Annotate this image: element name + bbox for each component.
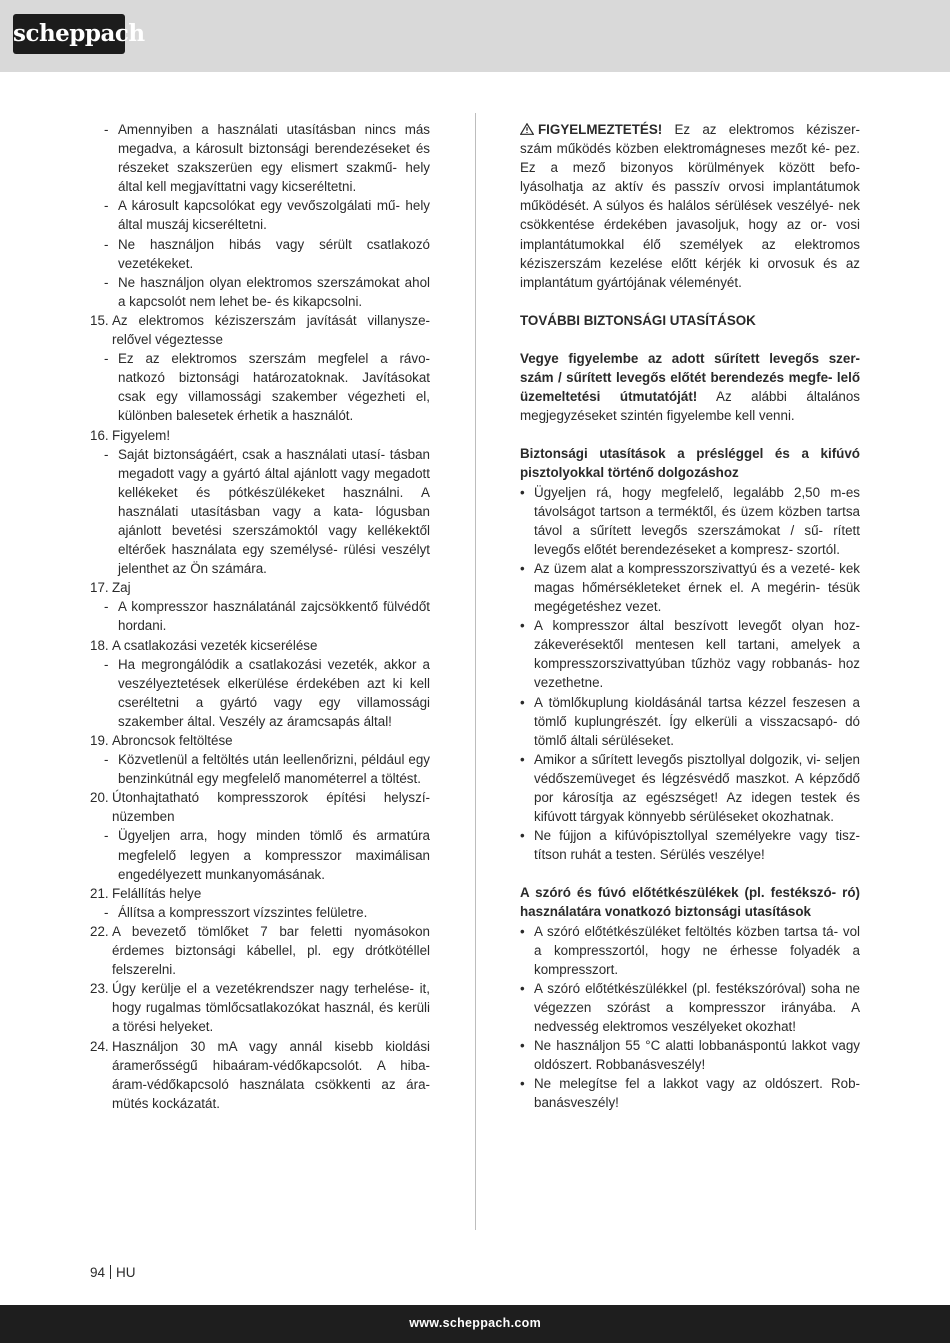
item-text: Amikor a sűrített levegős pisztollyal dolgozik, vi- seljen védőszemüveget és légzésvédő maszkot. A képződő por károsítja az egészséget! Az idegen testek és kifúvott tárgyak könnyebb sérüléseket okozhatnak. [534,751,860,825]
spacer [520,330,860,349]
item-marker: - [104,446,109,462]
numbered-item [90,311,430,349]
numbered-item [90,1037,430,1113]
item-text: Felállítás helye [112,885,202,901]
spacer [520,864,860,883]
numbered-item [90,922,430,979]
item-text: A károsult kapcsolókat egy vevőszolgálati mű- hely által muszáj kicseréltetni. [118,198,430,233]
item-number: 21. [90,885,109,901]
item-marker: - [104,274,109,290]
item-number: 17. [90,580,109,596]
bullet-item [520,979,860,1036]
item-text: Ne használjon 55 °C alatti lobbanáspontú lakkot vagy oldószert. Robbanásveszély! [534,1038,860,1073]
item-marker: • [520,618,525,634]
item-text: A bevezető tömlőket 7 bar feletti nyomásokon érdemes biztonsági kábellel, pl. egy drótkötéllel felszerelni. [112,923,430,978]
item-marker: - [104,599,109,615]
bullet-item [520,559,860,616]
item-text: Figyelem! [112,427,171,443]
warning-paragraph [520,120,860,292]
item-text: Ügyeljen rá, hogy megfelelő, legalább 2,50 m-es távolságot tartson a terméktől, és üzem közben tartsa távol a sűrített levegős szerszámokat / sű- rített levegős előtét berendezéseket a kompresz- szortól. [534,484,860,557]
header-bar [0,0,950,72]
item-marker: • [520,828,525,844]
item-text: A szóró előtétkészüléket feltöltés közben tartsa tá- vol a kompresszortól, hogy ne érhesse folyadék a kompresszort. [534,923,860,977]
section-heading: A szóró és fúvó előtétkészülékek (pl. festékszó- ró) használatára vonatkozó biztonsági utasítások [520,885,860,920]
item-text: Ha megrongálódik a csatlakozási vezeték, akkor a veszélyeztetések elkerülése érdekében azt ki kell cseréltetni a gyártó vagy egy villamossági szakember által. Veszély az áramcsapás által! [118,656,430,729]
section-heading: Biztonsági utasítások a présléggel és a kifúvó pisztolyokkal történő dolgozáshoz [520,446,860,481]
numbered-item [90,731,430,750]
item-marker: • [520,694,525,710]
dash-item [90,235,430,273]
dash-item [90,597,430,635]
warning-triangle-icon [520,123,534,135]
item-marker: • [520,751,525,767]
item-text: Úgy kerülje el a vezetékrendszer nagy terhelése- it, hogy rugalmas tömlőcsatlakozókat használ, és kerüli a törési helyeket. [112,981,430,1035]
numbered-item [90,788,430,826]
dash-item [90,120,430,196]
dash-item [90,655,430,731]
footer-separator [110,1265,111,1279]
item-marker: • [520,560,525,576]
dash-item [90,349,430,425]
bullet-item [520,750,860,826]
item-marker: - [104,828,109,844]
dash-item [90,196,430,234]
item-marker: - [104,122,109,137]
item-text: A kompresszor által beszívott levegőt olyan hoz- zákeverésektől mentesen kell tartani, amelyek a kompresszorszivattyúban tűzhöz vagy robbanás- hoz vezethetne. [534,618,860,691]
website-link[interactable]: www.scheppach.com [409,1316,541,1330]
item-marker: • [520,484,525,500]
item-marker: - [104,351,109,367]
column-divider [475,113,476,1230]
item-marker: - [104,198,109,214]
footer-bar [0,1305,950,1343]
item-marker: • [520,1076,525,1092]
page-number: 94 [90,1265,106,1280]
item-text: Az elektromos kéziszerszám javítását villanysze- relővel végeztesse [112,312,430,348]
item-text: A tömlőkuplung kioldásánál tartsa kézzel feszesen a tömlő kuplungrészét. Így elkerüli a visszacsapó- dó tömlő általi sérüléseket. [534,694,860,748]
bullet-item [520,483,860,559]
item-text: A szóró előtétkészülékkel (pl. festékszóróval) soha ne végezzen szórást a kompresszor irányába. A nedvesség elektromos veszélyeket okozhat! [534,980,860,1035]
item-text: Ez az elektromos szerszám megfelel a rávo- natkozó biztonsági határozatoknak. Javításokat csak egy villamossági szakember végezheti el, különben balesetek érhetik a használót. [118,351,430,424]
warning-label: FIGYELMEZTETÉS! [538,122,663,137]
item-text: Amennyiben a használati utasításban nincs más megadva, a károsult biztonsági berendezéseket és részeket szakszerüen egy elismert szakmű- hely által kell megjavíttatni vagy kicseréltetni. [118,122,430,195]
dash-item [90,826,430,883]
item-text: A csatlakozási vezeték kicserélése [112,637,318,653]
item-text: Ne fújjon a kifúvópisztollyal személyekre vagy tisz- títson ruhát a testen. Sérülés veszélye! [534,828,860,863]
paragraph-text: Az alábbi általános megjegyzéseket szintén figyelembe kell venni. [520,389,861,424]
item-text: Közvetlenül a feltöltés után leellenőrizni, például egy benzinkútnál egy megfelelő manométerrel a töltést. [118,752,430,787]
bullet-item [520,616,860,692]
item-number: 22. [90,923,109,939]
item-marker: - [104,236,109,252]
bullet-item [520,922,860,979]
item-number: 20. [90,790,109,806]
item-text: A kompresszor használatánál zajcsökkentő fülvédőt hordani. [118,599,430,634]
item-number: 23. [90,981,109,997]
item-marker: • [520,1038,525,1054]
section-heading: TOVÁBBI BIZTONSÁGI UTASÍTÁSOK [520,312,756,328]
item-text: Állítsa a kompresszort vízszintes felületre. [118,904,368,920]
item-marker: • [520,923,525,939]
item-marker: - [104,752,109,768]
item-text: Használjon 30 mA vagy annál kisebb kioldási áramerősségű hibaáram-védőkapcsolót. A hiba- áram-védőkapcsoló használata csökkenti az ára- mütés kockázatát. [112,1038,430,1111]
item-number: 18. [90,637,109,653]
numbered-item [90,426,430,445]
page-footer [90,1265,136,1280]
numbered-item [90,884,430,903]
item-text: Az üzem alat a kompresszorszivattyú és a vezeté- kek magas hőmérsékleteket érnek el. A megérin- tésük megégetéshez vezet. [534,560,860,615]
dash-item [90,445,430,579]
item-number: 24. [90,1038,109,1054]
item-text: Útonhajtatható kompresszorok építési helyszí- nüzemben [112,790,430,825]
note-paragraph [520,349,860,425]
numbered-item [90,979,430,1036]
note-bold-text: Vegye figyelembe az adott sűrített levegős szer- szám / sűrített levegős előtét berendezés megfe- lelő üzemeltetési útmutatóját! [520,350,860,405]
item-number: 19. [90,733,109,748]
item-text: Zaj [112,580,131,596]
item-number: 16. [90,427,109,443]
right-column [520,120,860,1113]
item-number: 15. [90,312,109,328]
dash-item [90,273,430,311]
bullet-item [520,1036,860,1074]
item-marker: • [520,980,525,996]
item-text: Ne melegítse fel a lakkot vagy az oldószert. Rob- banásveszély! [534,1076,860,1111]
dash-item [90,750,430,788]
item-text: Ügyeljen arra, hogy minden tömlő és armatúra megfelelő legyen a kompresszor maximálisan engedélyezett munkanyomásának. [118,828,430,882]
language-code: HU [116,1265,136,1280]
spacer [520,292,860,311]
bullet-item [520,693,860,750]
left-column [90,120,430,1113]
paragraph-text: Ez az elektromos kéziszer- szám működés közben elektromágneses mezőt ké- pez. Ez a mező bizonyos körülmények között befo- lyásolhatja az aktív és passzív orvosi implantátumok működését. A súlyos és halálos sérülések veszélyé- nek csökkentése érdekében javasoljuk, hogy az or- vosi implantátumokkal élő személyek az elektromos kéziszerszám kezelése előtt kérjék ki orvosuk és az implantátum gyártójának véleményét. [520,122,860,290]
item-marker: - [104,656,109,672]
spacer [520,425,860,444]
bullet-item [520,1074,860,1112]
bullet-item [520,826,860,864]
scheppach-logo: scheppach [13,14,125,54]
numbered-item [90,578,430,597]
dash-item [90,903,430,922]
item-text: Ne használjon olyan elektromos szerszámokat ahol a kapcsolót nem lehet be- és kikapcsolni. [118,274,430,309]
numbered-item [90,636,430,655]
item-text: Ne használjon hibás vagy sérült csatlakozó vezetékeket. [118,236,430,271]
item-marker: - [104,904,109,920]
item-text: Abroncsok feltöltése [112,733,233,748]
item-text: Saját biztonságáért, csak a használati utasí- tásban megadott vagy a gyártó által ajánlott vagy megadott kellékeket és pótkészülékeket használni. A használati utasításban vagy a kata- lógusban ajánlott bevetési szerszámoktól vagy kellékektől eltérőek használata egy személysé- rülési veszélyt jelenthet az Ön számára. [118,446,430,577]
